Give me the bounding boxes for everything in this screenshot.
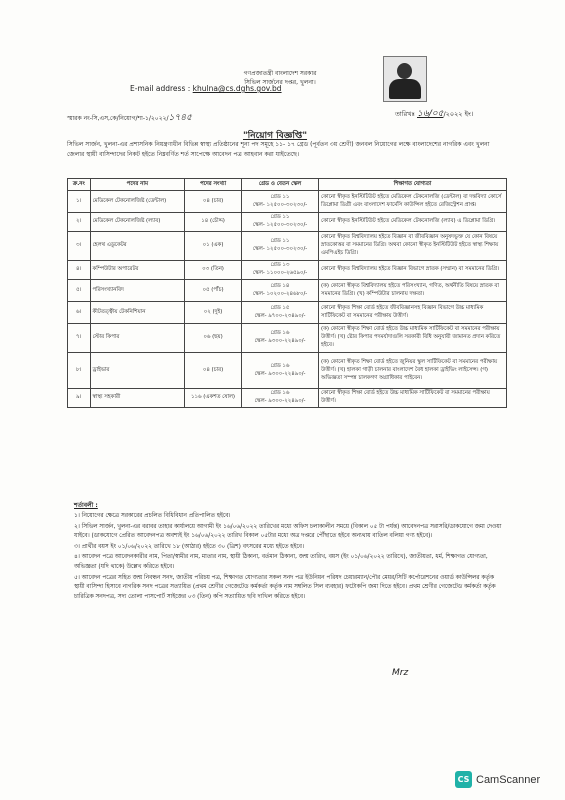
email-label: E-mail address : xyxy=(130,84,191,93)
cell-post-name: কীটতত্ত্বীয় টেকনিশিয়ান xyxy=(90,302,185,324)
cell-grade: গ্রেড ১১ xyxy=(270,214,290,220)
table-row xyxy=(68,324,507,353)
memo-number xyxy=(67,110,192,125)
table-row xyxy=(68,191,507,213)
date-handwritten: ১৬/০৫ xyxy=(417,109,444,119)
cell-post-count: ০৩ (তিন) xyxy=(185,261,242,280)
cell-serial: ৮। xyxy=(68,353,91,389)
cell-post-count: ০২ (দুই) xyxy=(185,302,242,324)
header-serial: ক্র.নং xyxy=(68,179,91,191)
date-line xyxy=(395,106,473,121)
date-label: তারিখঃ xyxy=(395,110,415,118)
cell-qualification: (ক) কোনো স্বীকৃত বিশ্ববিদ্যালয় হইতে পরিসংখ্যান, গণিত, অর্থনীতি বিষয়ে স্নাতক বা সমমানের ডিগ্রি। (খ) কম্পিউটার চালনায় দক্ষতা। xyxy=(319,280,507,302)
office-header: সিভিল সার্জনের দপ্তর, খুলনা। xyxy=(244,79,316,86)
header-post-name: পদের নাম xyxy=(90,179,185,191)
cell-scale: স্কেল- ১২৫০০-৩০২৩০/- xyxy=(252,201,308,208)
cell-qualification: কোনো স্বীকৃত ইনস্টিটিউট হইতে মেডিকেল টেকনোলজি (ডেন্টাল) বা দন্তবিদ্যা কোর্সে ডিপ্লোমা ডিগ্রী এবং বাংলাদেশ ফার্মেসি কাউন্সিল হইতে রেজিস্ট্রেশন প্রাপ্ত। xyxy=(319,191,507,213)
email-address[interactable]: khulna@cs.dghs.gov.bd xyxy=(192,84,282,93)
table-row xyxy=(68,213,507,232)
cell-post-count: ১১৬ (একশত ষোল) xyxy=(185,389,242,408)
cell-scale: স্কেল- ১২৫০০-৩০২৩০/- xyxy=(252,246,308,252)
portrait-body xyxy=(389,79,421,99)
table-row xyxy=(68,389,507,408)
table-row xyxy=(68,280,507,302)
conditions-list xyxy=(74,512,504,603)
cell-post-count: ০৫ (পাঁচ) xyxy=(185,280,242,302)
cell-grade-scale xyxy=(241,324,318,353)
cell-qualification: কোনো স্বীকৃত ইনস্টিটিউট হইতে মেডিকেল টেকনোলজি (ল্যাব) এ ডিপ্লোমা ডিগ্রি। xyxy=(319,213,507,232)
condition-item: ৫। আবেদন পত্রের সহিত জন্ম নিবন্ধন সনদ, জাতীয় পরিচয় পত্র, শিক্ষাগত যোগ্যতার সকল সনদ পত্র ইউনিয়ন পরিষদ চেয়ারম্যান/পৌর মেয়র/সিটি কর্পোরেশনের ওয়ার্ড কাউন্সিলর কর্তৃক স্থায়ী বাসিন্দা হিসাবে নাগরিক সনদ পত্রের সত্যায়িত (প্রথম শ্রেণীর গেজেটেড কর্মকর্তা কর্তৃক নাম সম্বলিত সিল ব্যবহার) ফটোকপি জমা দিতে হইবে। প্রথম শ্রেণীর গেজেটেড কর্মকর্তা কর্তৃক চারিত্রিক সনদপত্র, সদ্য তোলা পাসপোর্ট সাইজের ০৩ (তিন) কপি সত্যায়িত ছবি দাখিল করিতে হইবে। xyxy=(74,574,496,600)
cell-scale: স্কেল- ৯৩০০-২২৪৯০/- xyxy=(254,398,306,404)
cell-serial: ৫। xyxy=(68,280,91,302)
notice-title: "নিয়োগ বিজ্ঞপ্তি" xyxy=(242,131,308,141)
cell-qualification: কোনো স্বীকৃত বিশ্ববিদ্যালয় হইতে বিজ্ঞান বা জীববিজ্ঞান অনুষদভুক্ত যে কোন বিষয়ে স্নাতকোত্তর বা সমমানের ডিগ্রি। অথবা কোনো স্বীকৃত ইনস্টিটিউট হইতে স্বাস্থ্য শিক্ষায় এমপিএইচ ডিগ্রি। xyxy=(319,232,507,261)
header-post-count: পদের সংখ্যা xyxy=(185,179,242,191)
cell-serial: ৭। xyxy=(68,324,91,353)
cell-qualification: কোনো স্বীকৃত শিক্ষা বোর্ড হইতে জীববিজ্ঞানসহ বিজ্ঞান বিভাগে উচ্চ মাধ্যমিক সার্টিফিকেট বা সমমানের পরীক্ষায় উত্তীর্ণ। xyxy=(319,302,507,324)
cell-qualification: কোনো স্বীকৃত বিশ্ববিদ্যালয় হইতে বিজ্ঞান বিভাগে স্নাতক (সম্মান) বা সমমানের ডিগ্রি। xyxy=(319,261,507,280)
table-row xyxy=(68,302,507,324)
vacancy-table xyxy=(67,178,507,408)
govt-header: গণপ্রজাতন্ত্রী বাংলাদেশ সরকার xyxy=(243,70,317,77)
portrait-photo xyxy=(383,56,427,102)
cell-grade: গ্রেড ১৬ xyxy=(270,390,290,396)
camscanner-logo-icon: CS xyxy=(455,771,472,788)
cell-grade: গ্রেড ১১ xyxy=(270,238,290,244)
cell-serial: ১। xyxy=(68,191,91,213)
cell-qualification: (ক) কোনো স্বীকৃত শিক্ষা বোর্ড হইতে উচ্চ মাধ্যমিক সার্টিফিকেট বা সমমানের পরীক্ষায় উত্তীর্ণ। (খ) ষ্টোর কিপার পদমর্যাদাগুলি সরকারী বিধি অনুযায়ী জামানত প্রদান করিতে হইবে। xyxy=(319,324,507,353)
cell-scale: স্কেল- ৯৭০০-২৩৪৯০/- xyxy=(254,312,306,319)
cell-scale: স্কেল- ১১০০০-২৬৫৯০/- xyxy=(252,270,308,276)
cell-qualification: (ক) কোনো স্বীকৃত শিক্ষা বোর্ড হইতে জুনিয়র স্কুল সার্টিফিকেট বা সমমানের পরীক্ষায় উত্তীর্ণ। (খ) হালকা গাড়ী চালনার বাংলাদেশ বৈধ হালকা ড্রাইভিং লাইসেন্স। (গ) অভিজ্ঞতা সম্পন্ন চালকগণ অগ্রাধিকার পাইবেন। xyxy=(319,353,507,389)
cell-grade-scale xyxy=(241,389,318,408)
cell-scale: স্কেল- ১০২০০-২৪৬৮০/- xyxy=(252,290,308,297)
cell-post-name: মেডিকেল টেকনোলজিষ্ট (ল্যাব) xyxy=(90,213,185,232)
notice-intro: সিভিল সার্জন, খুলনা-এর প্রশাসনিক নিয়ন্ত্রণাধীন বিভিন্ন স্বাস্থ্য প্রতিষ্ঠানের শূন্য পদ সমূহে ১১- ১৭ গ্রেড (পূর্বতন ৩য় শ্রেণী) জনবল নিয়োগের লক্ষে বাংলাদেশের নাগরিক এবং খুলনা জেলার স্থায়ী বাসিন্দাদের নিকট হইতে নিম্নবর্ণিত শর্ত সাপেক্ষে আবেদন পত্র আহবান করা যাইতেছে। xyxy=(67,141,490,158)
cell-scale: স্কেল- ১২৫০০-৩০২৩০/- xyxy=(252,222,308,228)
table-row xyxy=(68,261,507,280)
cell-post-name: স্টোর কিপার xyxy=(90,324,185,353)
cell-post-name: কম্পিউটার অপারেটর xyxy=(90,261,185,280)
cell-serial: ৪। xyxy=(68,261,91,280)
date-suffix: /২০২২ ইং। xyxy=(443,110,474,118)
cell-grade-scale xyxy=(241,280,318,302)
table-row xyxy=(68,232,507,261)
table-header-row xyxy=(68,179,507,191)
memo-handwritten-number: ১৭৪৫ xyxy=(168,113,192,123)
cell-grade: গ্রেড ১৪ xyxy=(270,282,290,289)
cell-grade: গ্রেড ১১ xyxy=(270,193,290,200)
header-grade-scale: গ্রেড ও বেতন স্কেল xyxy=(241,179,318,191)
condition-item: ৪। আবেদন পত্রে আবেদনকারীর নাম, পিতা/স্বামীর নাম, মাতার নাম, স্থায়ী ঠিকানা, বর্তমান ঠিকানা, জন্ম তারিখ, বয়স (ইং ০১/০৬/২০২২ তারিখে), জাতীয়তা, ধর্ম, শিক্ষাগত যোগ্যতা, অভিজ্ঞতা (যদি থাকে) উল্লেখ করিতে হইবে। xyxy=(74,554,488,570)
cell-serial: ৯। xyxy=(68,389,91,408)
cell-post-count: ০১ (এক) xyxy=(185,232,242,261)
cell-post-count: ০৬ (ছয়) xyxy=(185,324,242,353)
cell-qualification: কোনো স্বীকৃত শিক্ষা বোর্ড হইতে উচ্চ মাধ্যমিক সার্টিফিকেট বা সমমানের পরীক্ষায় উত্তীর্ণ। xyxy=(319,389,507,408)
cell-grade-scale xyxy=(241,261,318,280)
cell-post-name: হেলথ এডুকেটর xyxy=(90,232,185,261)
cell-post-count: ১৪ (চৌদ্দ) xyxy=(185,213,242,232)
condition-item: ৩। প্রার্থীর বয়স ইং ০১/০৬/২০২২ তারিখে ১৮ (আঠার) হইতে ৩০ (ত্রিশ) বৎসরের মধ্যে হইতে হইবে। xyxy=(74,543,304,550)
cell-scale: স্কেল- ৯৩০০-২২৪৯০/- xyxy=(254,370,306,377)
cell-post-name: ড্রাইভার xyxy=(90,353,185,389)
camscanner-text: CamScanner xyxy=(476,773,541,786)
condition-item: ২। সিভিল সার্জন, খুলনা-এর বরাবর তাহার কার্যালয়ে আগামী ইং ১৬/০৬/২০২২ তারিখের মধ্যে অফিস চলাকালীন সময়ে (বিকাল ০৫ টা পর্যন্ত) আবেদনপত্র সরাসরি/ডাকযোগে জমা দেওয়া যাইবে। (ডাকযোগে প্রেরিত আবেদনপত্র অবশ্যই ইং ১৬/০৬/২০২২ তারিখ বিকাল ০৫টার মধ্যে অত্র দপ্তরে পৌঁছাতে হইবে অন্যথায় বাতিল বলিয়া গণ্য হইবে)। xyxy=(74,523,502,540)
email-line xyxy=(130,84,282,93)
cell-grade: গ্রেড ১৬ xyxy=(270,330,290,336)
cell-scale: স্কেল- ৯৩০০-২২৪৯০/- xyxy=(254,338,306,344)
cell-post-count: ০৪ (চার) xyxy=(185,191,242,213)
cell-grade-scale xyxy=(241,232,318,261)
portrait-head xyxy=(397,63,412,79)
cell-grade: গ্রেড ১৩ xyxy=(270,262,290,268)
memo-prefix: স্মারক নং-সি,এস,কে/নিয়োগ/শা-১/২০২২/ xyxy=(67,115,169,122)
cell-grade: গ্রেড ১৫ xyxy=(270,304,290,311)
cell-serial: ৩। xyxy=(68,232,91,261)
cell-grade-scale xyxy=(241,191,318,213)
cell-post-name: পরিসংখ্যানবিদ xyxy=(90,280,185,302)
cell-grade: গ্রেড ১৬ xyxy=(270,362,290,369)
cell-grade-scale xyxy=(241,302,318,324)
table-row xyxy=(68,353,507,389)
signature: Mrz xyxy=(392,668,409,678)
cell-grade-scale xyxy=(241,353,318,389)
condition-item: ১। নিয়োগের ক্ষেত্রে সরকারের প্রচলিত বিধিবিধান প্রতিপালিত হইবে। xyxy=(74,513,231,519)
header-qualification: শিক্ষাগত যোগ্যতা xyxy=(319,179,507,191)
cell-serial: ৬। xyxy=(68,302,91,324)
cell-grade-scale xyxy=(241,213,318,232)
cell-post-name: মেডিকেল টেকনোলজিষ্ট (ডেন্টাল) xyxy=(90,191,185,213)
conditions-title: শর্তাবলী : xyxy=(74,502,98,509)
cell-post-count: ০৪ (চার) xyxy=(185,353,242,389)
camscanner-watermark xyxy=(455,771,540,788)
cell-serial: ২। xyxy=(68,213,91,232)
cell-post-name: স্বাস্থ্য সহকারী xyxy=(90,389,185,408)
